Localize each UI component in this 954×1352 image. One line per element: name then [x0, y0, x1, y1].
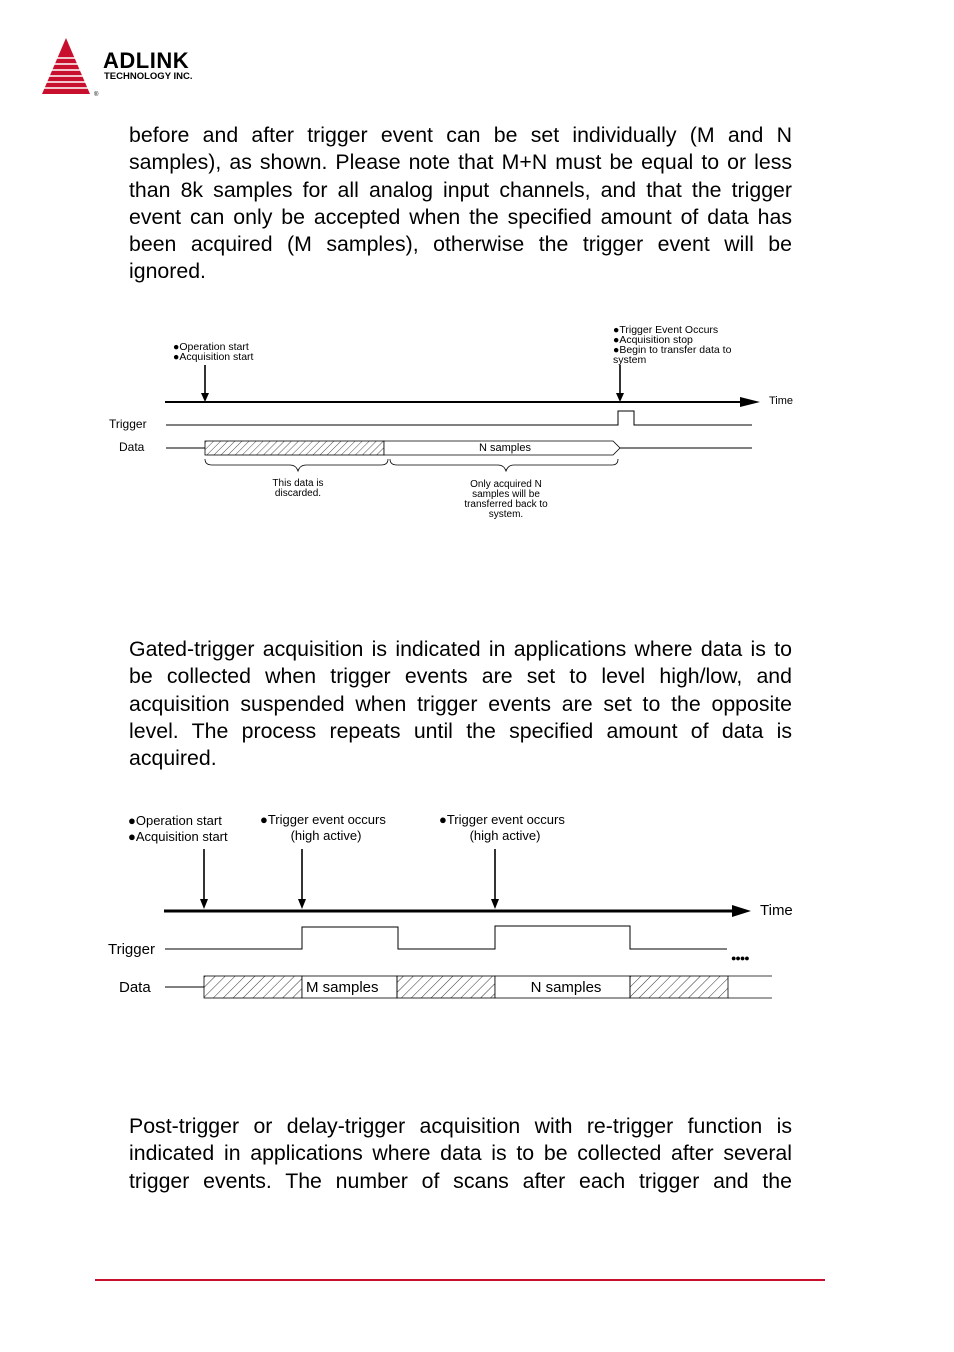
d2-n-samples-label: N samples	[530, 979, 602, 996]
d1-event-label-2: ●Acquisition stop	[613, 334, 693, 346]
d1-start-label-2: ●Acquisition start	[173, 351, 254, 363]
d2-start-label-2: ●Acquisition start	[128, 829, 228, 844]
d2-start-label-1: ●Operation start	[128, 813, 222, 828]
d2-hatch-block-1	[204, 976, 302, 998]
d2-event1-label-1: ●Trigger event occurs	[260, 812, 386, 827]
d2-hatch-block-2	[397, 976, 495, 998]
d2-m-samples-label: M samples	[306, 979, 379, 996]
footer-rule	[95, 1279, 825, 1281]
d1-transfer-note-4: system.	[488, 509, 524, 520]
d1-discard-brace	[205, 459, 388, 471]
d1-n-samples-label: N samples	[479, 442, 531, 454]
logo-triangle	[42, 38, 90, 94]
d1-discard-note-1: This data is	[272, 478, 324, 489]
d2-trigger-signal	[165, 926, 727, 949]
paragraph-post-trigger: Post-trigger or delay-trigger acquisition with re-trigger function is indicated in applications where data is to be collected after several trigger events. The number of scans after each trigger and the	[129, 1114, 792, 1193]
d1-event-label-1: ●Trigger Event Occurs	[613, 324, 719, 336]
d2-time-label: Time	[760, 902, 793, 919]
d1-event-label-4: system	[613, 354, 647, 366]
logo-registered-mark: ®	[94, 92, 99, 98]
d1-time-arrowhead-icon	[740, 397, 760, 407]
d2-hatch-block-3	[630, 976, 728, 998]
d1-transfer-note-2: samples will be	[472, 489, 540, 500]
d2-event2-label-2: (high active)	[469, 828, 541, 843]
logo-brand: ADLINK	[103, 48, 190, 73]
d1-start-arrow-icon	[201, 393, 209, 402]
pre-trigger-timing-diagram	[0, 315, 954, 535]
d1-event-arrow-icon	[616, 393, 624, 402]
d2-event2-label-1: ●Trigger event occurs	[439, 812, 565, 827]
d2-event1-arrow-icon	[298, 899, 306, 909]
d1-transfer-note-1: Only acquired N	[470, 479, 542, 490]
d1-discard-note-2: discarded.	[274, 488, 322, 499]
d2-start-arrow-icon	[200, 899, 208, 909]
paragraph-gated-trigger: Gated-trigger acquisition is indicated in applications where data is to be collected when trigger events are set to level high/low, and acquisition suspended when trigger events are set to the opposite level. The process repeats until the specified amount of data is acquired.	[129, 637, 792, 771]
gated-trigger-timing-diagram	[0, 805, 954, 1015]
d2-event2-arrow-icon	[491, 899, 499, 909]
logo-tagline: TECHNOLOGY INC.	[104, 71, 193, 82]
d2-data-label: Data	[119, 979, 151, 996]
d1-event-label-3: ●Begin to transfer data to	[613, 344, 732, 356]
paragraph-pre-trigger: before and after trigger event can be set individually (M and N samples), as shown. Please note that M+N must be equal to or less than 8k samples for all analog input channels, and that the trigger event can only be accepted when the specified amount of data has been acquired (M samples), otherwise the trigger event will be ignored.	[129, 123, 792, 284]
d1-trigger-label: Trigger	[109, 417, 147, 431]
d2-event1-label-2: (high active)	[290, 828, 362, 843]
d2-trigger-label: Trigger	[108, 941, 155, 958]
adlink-logo	[38, 36, 238, 100]
d2-ellipsis: ●●●●	[731, 953, 749, 963]
d1-data-label: Data	[119, 440, 145, 454]
d1-transfer-note-3: transferred back to	[464, 499, 548, 510]
d2-time-arrowhead-icon	[732, 905, 751, 917]
d1-time-label: Time	[769, 395, 794, 407]
d1-transfer-brace	[390, 459, 618, 471]
d1-trigger-signal	[166, 411, 752, 425]
d1-discarded-data-block	[205, 441, 384, 455]
d1-start-label-1: ●Operation start	[173, 341, 249, 353]
